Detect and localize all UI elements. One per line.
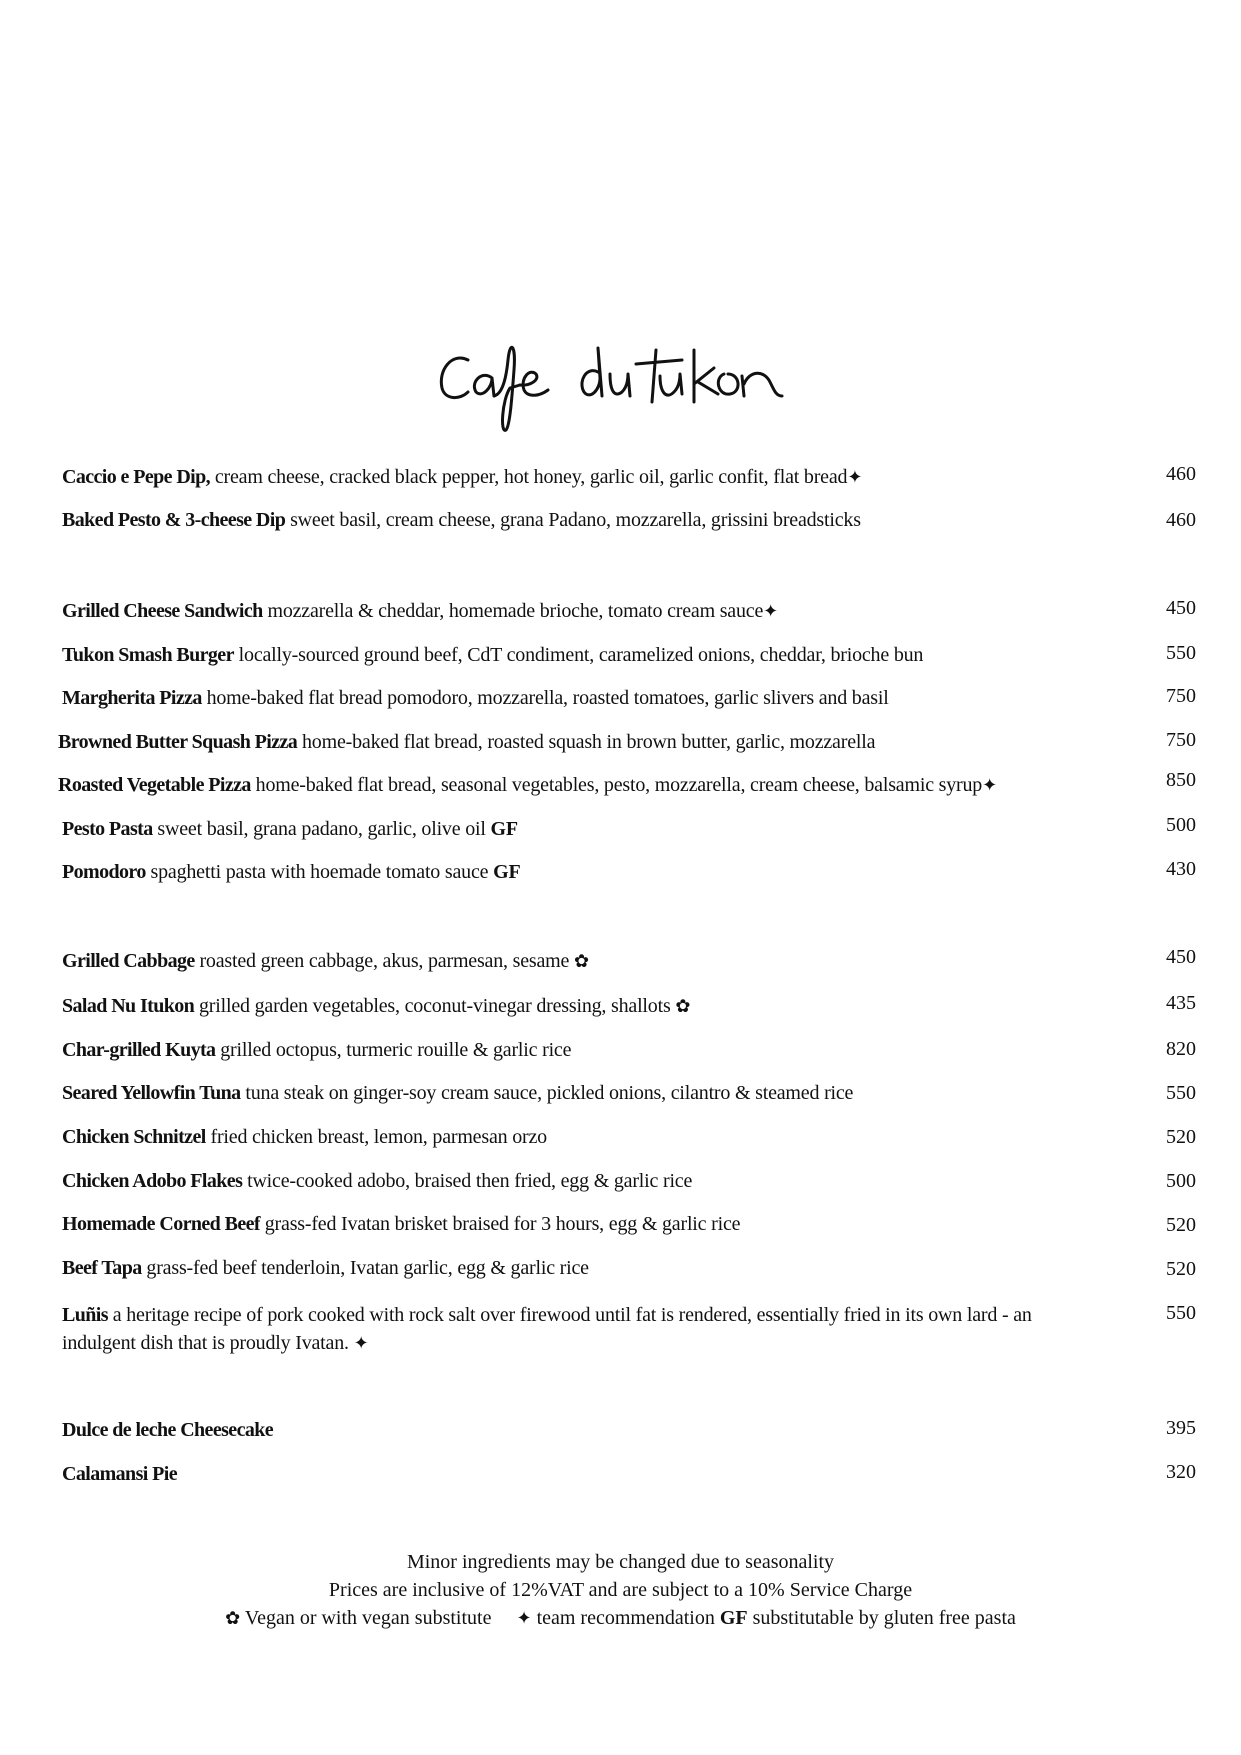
item-price: 500 (1166, 814, 1196, 836)
menu-item (62, 1082, 1142, 1104)
menu-item (62, 644, 1142, 666)
item-price: 750 (1166, 729, 1196, 751)
item-description: home-baked flat bread, seasonal vegetables, pesto, mozzarella, cream cheese, balsamic syrup (250, 774, 983, 796)
item-description: roasted green cabbage, akus, parmesan, sesame (194, 950, 574, 972)
item-description: sweet basil, cream cheese, grana Padano, mozzarella, grissini breadsticks (285, 509, 861, 531)
legend-gf: substitutable by gluten free pasta (747, 1607, 1016, 1629)
recommendation-star-icon: ✦ (353, 1333, 369, 1353)
pricing-note: Prices are inclusive of 12%VAT and are subject to a 10% Service Charge (328, 1579, 913, 1601)
seasonality-note: Minor ingredients may be changed due to seasonality (406, 1551, 835, 1573)
item-price: 500 (1166, 1170, 1196, 1192)
recommendation-star-icon: ✦ (847, 467, 863, 487)
item-name: Calamansi Pie (62, 1463, 177, 1485)
legend (0, 1604, 1241, 1632)
item-description: locally-sourced ground beef, CdT condiment, caramelized onions, cheddar, brioche bun (233, 644, 924, 666)
gf-label: GF (719, 1607, 748, 1629)
item-price: 430 (1166, 858, 1196, 880)
item-name: Dulce de leche Cheesecake (62, 1419, 274, 1441)
item-description: spaghetti pasta with hoemade tomato sauce (145, 861, 494, 883)
item-name: Margherita Pizza (62, 687, 202, 709)
item-name: Beef Tapa (62, 1257, 142, 1279)
item-name: Luñis (62, 1304, 108, 1326)
item-description: tuna steak on ginger-soy cream sauce, pickled onions, cilantro & steamed rice (240, 1082, 854, 1104)
item-name: Chicken Adobo Flakes (62, 1170, 243, 1192)
menu-item (62, 600, 1142, 622)
item-description: a heritage recipe of pork cooked with rock salt over firewood until fat is rendered, essentially fried in its own lard - an indulgent dish that is proudly Ivatan. (62, 1304, 1032, 1354)
item-description: grass-fed Ivatan brisket braised for 3 hours, egg & garlic rice (259, 1213, 741, 1235)
menu-item (62, 950, 1142, 972)
item-price: 750 (1166, 685, 1196, 707)
menu-footer (0, 1548, 1241, 1632)
item-description: home-baked flat bread pomodoro, mozzarella, roasted tomatoes, garlic slivers and basil (201, 687, 889, 709)
item-name: Caccio e Pepe Dip, (62, 466, 211, 488)
item-price: 550 (1166, 1082, 1196, 1104)
item-price: 450 (1166, 946, 1196, 968)
item-price: 520 (1166, 1258, 1196, 1280)
item-name: Pomodoro (62, 861, 146, 883)
menu-item (58, 774, 1138, 796)
gf-badge: GF (490, 818, 518, 840)
item-price: 435 (1166, 992, 1196, 1014)
menu-item (62, 1170, 1142, 1192)
item-name: Roasted Vegetable Pizza (58, 774, 251, 796)
legend-vegan: Vegan or with vegan substitute (240, 1607, 492, 1629)
menu-item (62, 509, 1142, 531)
item-name: Homemade Corned Beef (62, 1213, 260, 1235)
menu-item (62, 1126, 1142, 1148)
item-price: 450 (1166, 597, 1196, 619)
vegan-icon: ✿ (675, 996, 691, 1016)
item-description: grilled garden vegetables, coconut-vinegar dressing, shallots (194, 995, 676, 1017)
item-price: 460 (1166, 509, 1196, 531)
menu-item (62, 1463, 1142, 1485)
item-description: sweet basil, grana padano, garlic, olive oil (152, 818, 491, 840)
cafe-du-tukon-logo (430, 330, 830, 440)
recommendation-star-icon: ✦ (763, 601, 779, 621)
menu-item (62, 1301, 1082, 1357)
item-name: Seared Yellowfin Tuna (62, 1082, 241, 1104)
item-price: 395 (1166, 1417, 1196, 1439)
menu-item (62, 1419, 1142, 1441)
item-description: grilled octopus, turmeric rouille & garlic rice (215, 1039, 572, 1061)
recommendation-star-icon: ✦ (516, 1608, 532, 1628)
item-name: Salad Nu Itukon (62, 995, 195, 1017)
item-name: Char-grilled Kuyta (62, 1039, 216, 1061)
gf-badge: GF (493, 861, 521, 883)
vegan-icon: ✿ (225, 1608, 241, 1628)
menu-item (62, 1213, 1142, 1235)
item-description: grass-fed beef tenderloin, Ivatan garlic, egg & garlic rice (141, 1257, 589, 1279)
item-name: Pesto Pasta (62, 818, 153, 840)
legend-recommend: team recommendation (531, 1607, 720, 1629)
item-name: Chicken Schnitzel (62, 1126, 206, 1148)
menu-item (58, 731, 1138, 753)
item-price: 460 (1166, 463, 1196, 485)
item-description: twice-cooked adobo, braised then fried, egg & garlic rice (242, 1170, 693, 1192)
menu-item (62, 818, 1142, 840)
menu-item (62, 687, 1142, 709)
item-price: 550 (1166, 1302, 1196, 1324)
item-price: 850 (1166, 769, 1196, 791)
item-price: 820 (1166, 1038, 1196, 1060)
item-description: fried chicken breast, lemon, parmesan orzo (205, 1126, 547, 1148)
recommendation-star-icon: ✦ (982, 775, 998, 795)
menu-item (62, 1039, 1142, 1061)
item-name: Grilled Cheese Sandwich (62, 600, 263, 622)
vegan-icon: ✿ (574, 951, 589, 971)
item-name: Tukon Smash Burger (62, 644, 234, 666)
menu-item (62, 1257, 1142, 1279)
item-price: 520 (1166, 1126, 1196, 1148)
item-price: 520 (1166, 1214, 1196, 1236)
item-description: cream cheese, cracked black pepper, hot honey, garlic oil, garlic confit, flat bread (210, 466, 848, 488)
menu-item (62, 995, 1142, 1017)
item-name: Baked Pesto & 3-cheese Dip (62, 509, 286, 531)
item-name: Browned Butter Squash Pizza (58, 731, 298, 753)
item-price: 320 (1166, 1461, 1196, 1483)
item-description: mozzarella & cheddar, homemade brioche, tomato cream sauce (262, 600, 764, 622)
item-name: Grilled Cabbage (62, 950, 195, 972)
item-price: 550 (1166, 642, 1196, 664)
menu-item (62, 466, 1142, 488)
item-description: home-baked flat bread, roasted squash in brown butter, garlic, mozzarella (297, 731, 876, 753)
menu-item (62, 861, 1142, 883)
